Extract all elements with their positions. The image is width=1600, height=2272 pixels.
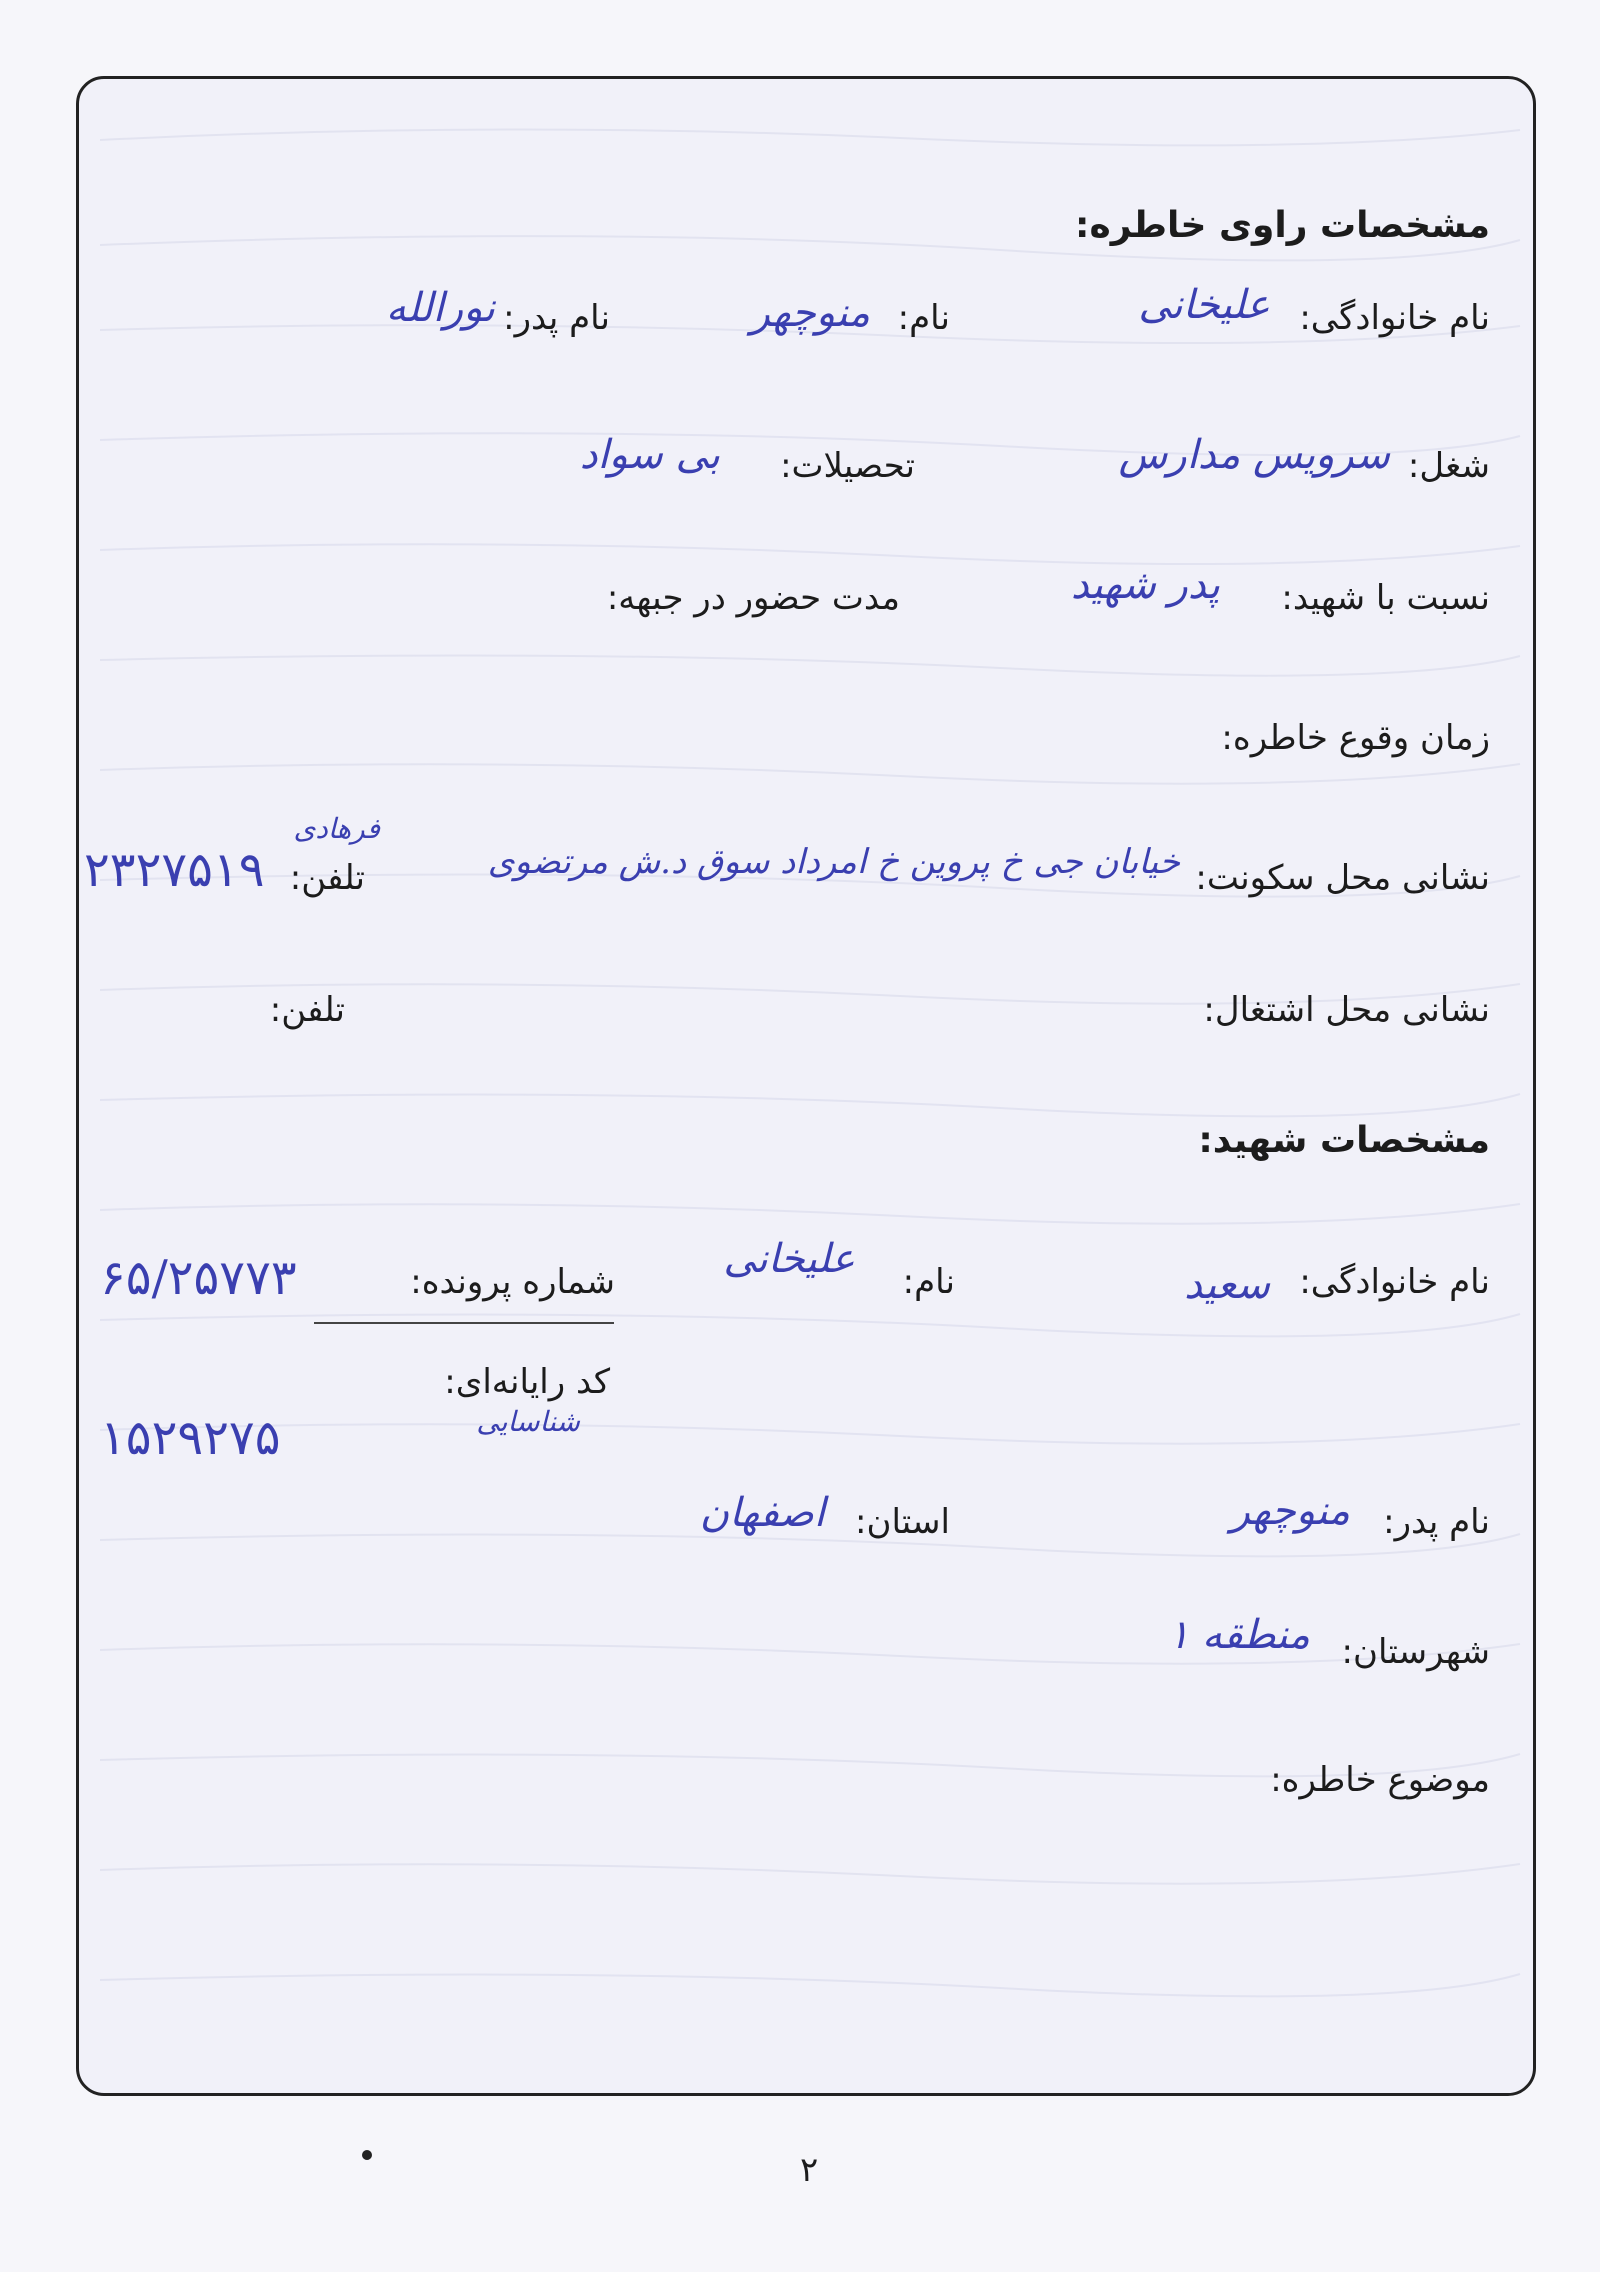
narrator-job-value: سرویس مدارس (1118, 432, 1390, 478)
martyr-father-label: نام پدر: (1383, 1502, 1490, 1542)
narrator-address-label: نشانی محل سکونت: (1195, 858, 1490, 898)
narrator-work-phone-label: تلفن: (269, 990, 345, 1030)
martyr-computer-code-label: کد رایانه‌ای: (444, 1362, 610, 1402)
narrator-job-label: شغل: (1407, 446, 1490, 486)
narrator-front-label: مدت حضور در جبهه: (606, 578, 900, 618)
martyr-city-value: منطقه ۱ (1167, 1612, 1310, 1658)
narrator-name-label: نام: (897, 298, 950, 338)
narrator-work-label: نشانی محل اشتغال: (1203, 990, 1490, 1030)
martyr-province-value: اصفهان (699, 1490, 825, 1536)
martyr-father-value: منوچهر (1230, 1488, 1350, 1534)
martyr-file-value: ۶۵/۲۵۷۷۳ (100, 1250, 297, 1306)
narrator-address-value: خیابان جی خ پروین خ امرداد سوق د.ش مرتضوی (487, 842, 1180, 882)
narrator-family-label: نام خانوادگی: (1299, 298, 1490, 338)
narrator-time-label: زمان وقوع خاطره: (1221, 718, 1490, 758)
page-mark (362, 2150, 372, 2160)
narrator-relation-label: نسبت با شهید: (1281, 578, 1490, 618)
martyr-id-note: شناسایی (476, 1405, 580, 1438)
martyr-heading: مشخصات شهید: (1198, 1120, 1490, 1161)
martyr-subject-label: موضوع خاطره: (1270, 1760, 1490, 1800)
file-number-underline (314, 1322, 614, 1324)
narrator-father-label: نام پدر: (503, 298, 610, 338)
narrator-family-value: علیخانی (1138, 282, 1270, 328)
martyr-province-label: استان: (855, 1502, 950, 1542)
page-number: ۲ (800, 2150, 819, 2190)
narrator-phone-label: تلفن: (289, 858, 365, 898)
martyr-computer-code-value: ۱۵۲۹۲۷۵ (100, 1410, 281, 1466)
narrator-relation-value: پدر شهید (1070, 562, 1220, 608)
martyr-city-label: شهرستان: (1341, 1632, 1490, 1672)
narrator-phone-value: ۲۳۲۷۵۱۹ (84, 842, 265, 898)
narrator-name-value: منوچهر (750, 290, 870, 336)
martyr-file-label: شماره پرونده: (410, 1262, 615, 1302)
martyr-family-value: سعید (1184, 1262, 1270, 1308)
narrator-heading: مشخصات راوی خاطره: (1075, 205, 1490, 246)
narrator-education-value: بی سواد (579, 432, 720, 478)
martyr-family-label: نام خانوادگی: (1299, 1262, 1490, 1302)
martyr-name-value: علیخانی (723, 1236, 855, 1282)
narrator-address-note: فرهادی (293, 812, 380, 845)
narrator-education-label: تحصیلات: (780, 446, 915, 486)
martyr-name-label: نام: (902, 1262, 955, 1302)
narrator-father-value: نورالله (385, 285, 495, 331)
